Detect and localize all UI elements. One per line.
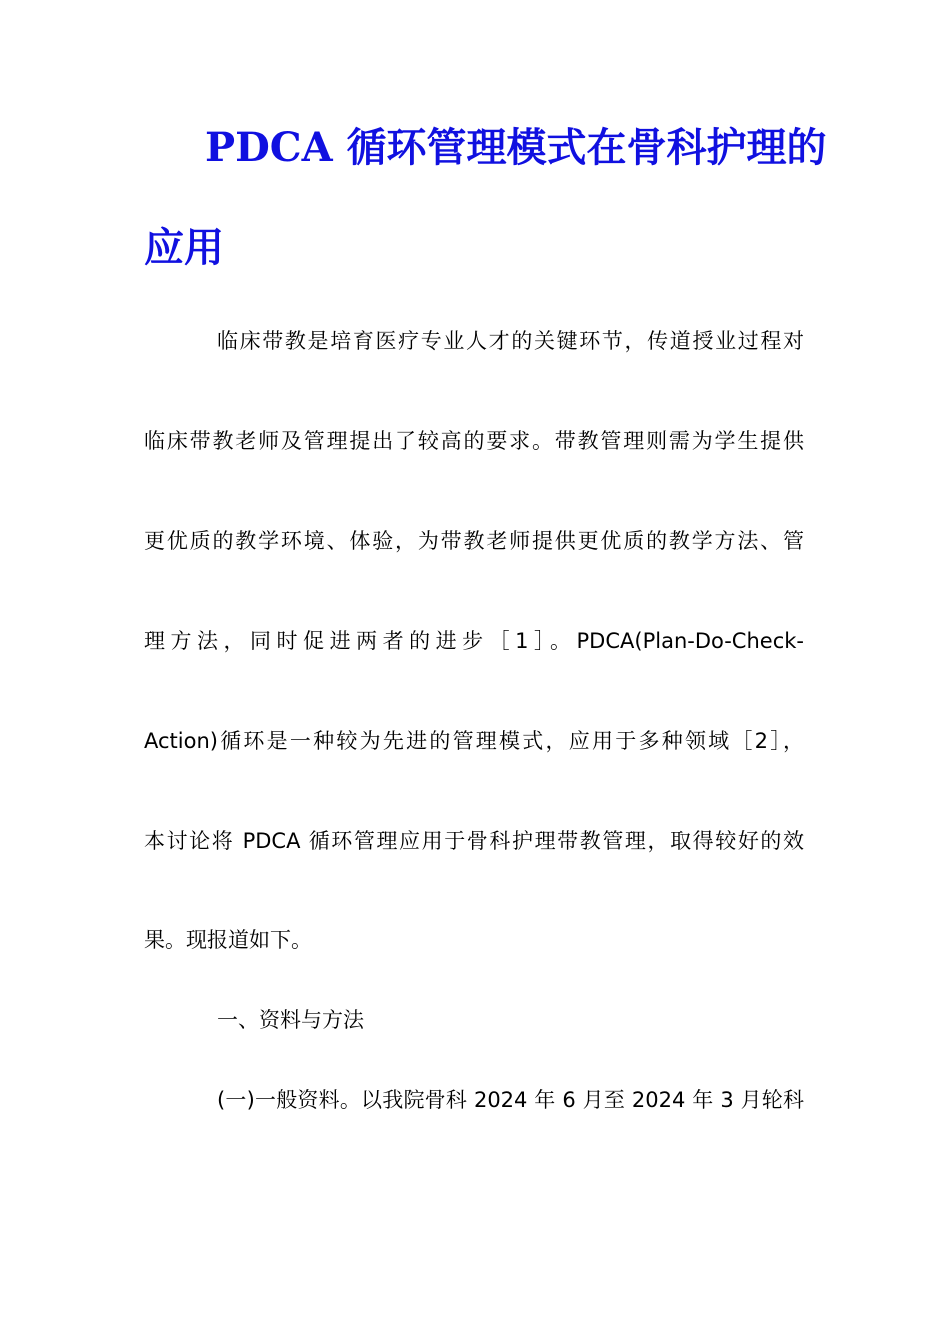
paragraph-line: 临床带教老师及管理提出了较高的要求。带教管理则需为学生提供	[144, 429, 804, 453]
paragraph-line: 理方法，同时促进两者的进步［1］。PDCA(Plan-Do-Check-	[144, 629, 804, 653]
paragraph-line: 果。现报道如下。	[144, 928, 312, 952]
section-heading: 一、资料与方法	[217, 1008, 364, 1032]
paragraph-line: Action)循环是一种较为先进的管理模式，应用于多种领域［2］，	[144, 729, 804, 753]
paragraph-line: 本讨论将 PDCA 循环管理应用于骨科护理带教管理，取得较好的效	[144, 829, 804, 853]
paragraph-line: (一)一般资料。以我院骨科 2024 年 6 月至 2024 年 3 月轮科	[217, 1088, 804, 1112]
document-title-line-1: PDCA 循环管理模式在骨科护理的	[205, 124, 827, 171]
paragraph-line: 更优质的教学环境、体验，为带教老师提供更优质的教学方法、管	[144, 529, 804, 553]
document-title-line-2: 应用	[144, 224, 224, 271]
paragraph-line: 临床带教是培育医疗专业人才的关键环节，传道授业过程对	[217, 329, 804, 353]
